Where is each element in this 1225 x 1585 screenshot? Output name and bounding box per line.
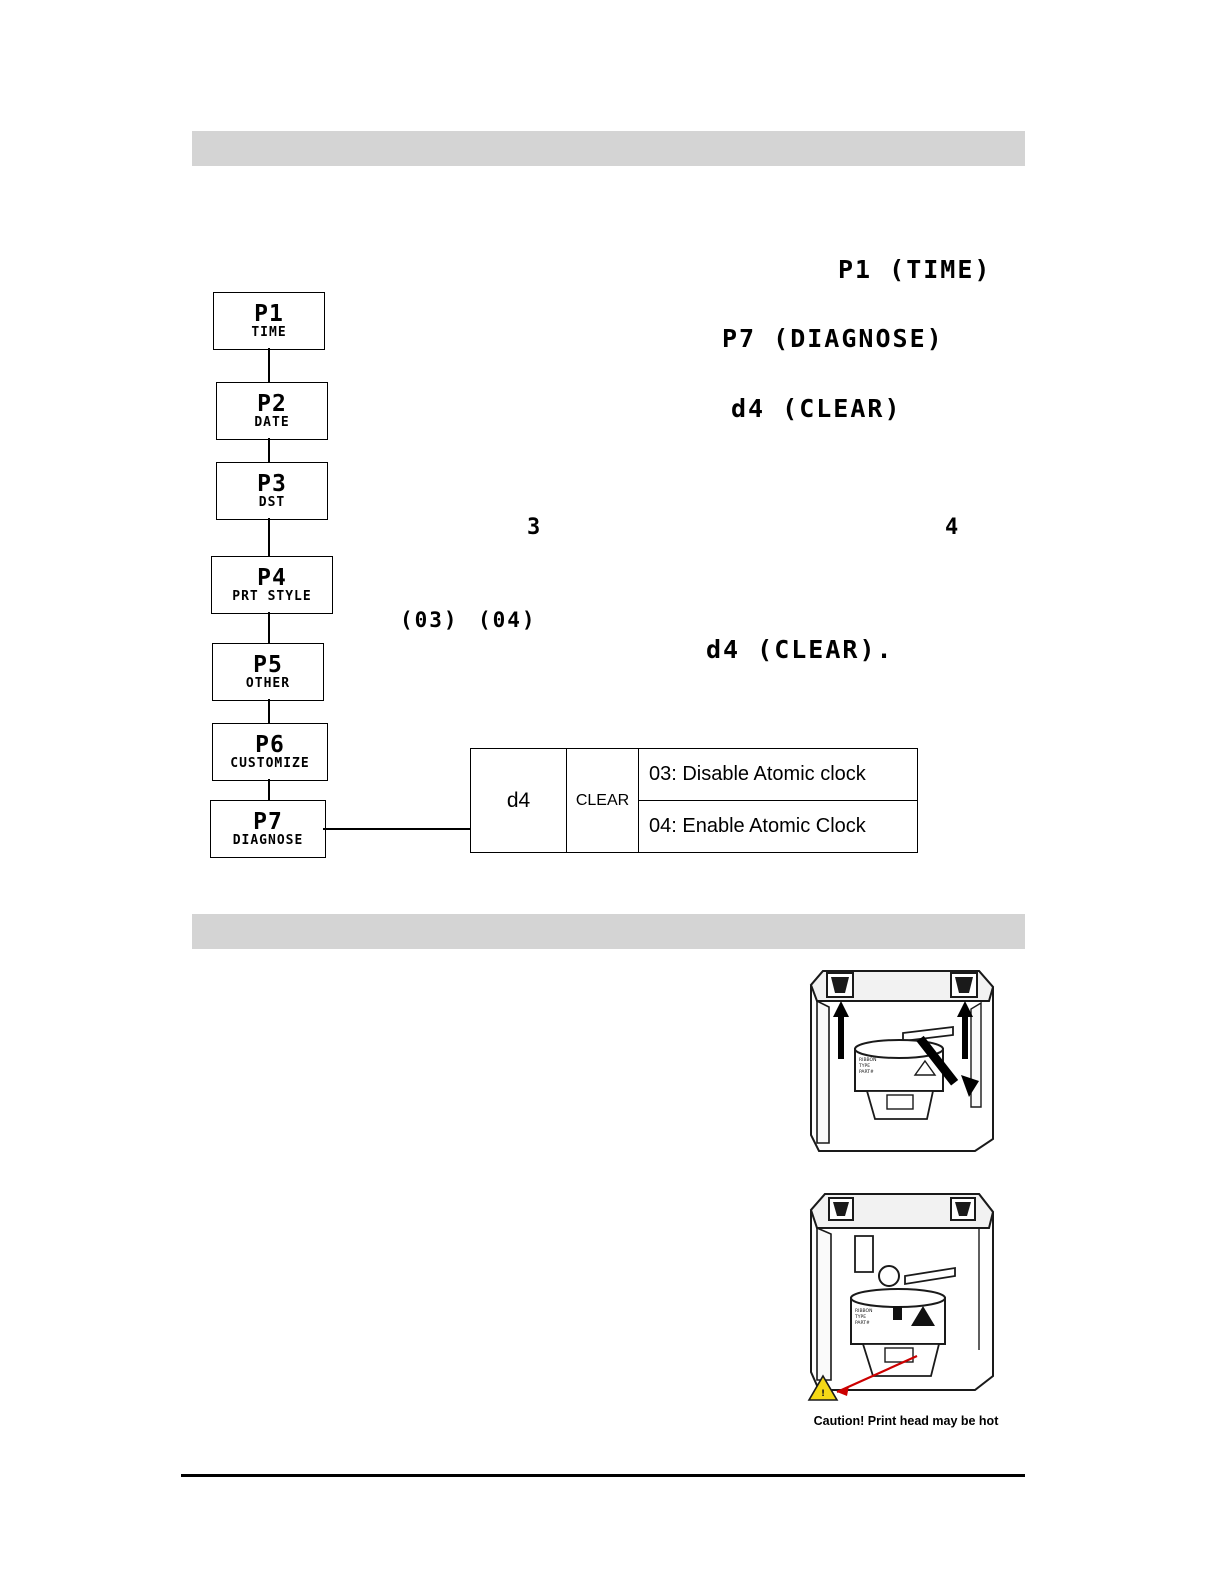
menu-box-p1-code: P1 xyxy=(254,301,284,328)
menu-box-p1 xyxy=(213,292,325,350)
menu-box-p3-code: P3 xyxy=(257,471,287,498)
upper-section-bar xyxy=(192,131,1025,166)
diagnose-table-option-04: 04: Enable Atomic Clock xyxy=(639,800,917,852)
menu-box-p1-label: TIME xyxy=(251,325,287,341)
menu-box-p2 xyxy=(216,382,328,440)
connector-p7-table xyxy=(323,828,471,830)
connector-p4-p5 xyxy=(268,612,270,643)
menu-box-p6-code: P6 xyxy=(255,732,285,759)
seg-label-three: 3 xyxy=(527,515,543,540)
diagnose-table-option-03: 03: Disable Atomic clock xyxy=(649,763,866,785)
menu-box-p2-label: DATE xyxy=(254,415,290,431)
connector-p3-p4 xyxy=(268,518,270,556)
seg-label-four: 4 xyxy=(945,515,961,540)
svg-text:TYPE: TYPE xyxy=(859,1064,871,1069)
lower-section-bar xyxy=(192,914,1025,949)
menu-box-p2-code: P2 xyxy=(257,391,287,418)
menu-box-p7-label: DIAGNOSE xyxy=(232,833,304,849)
svg-text:TYPE: TYPE xyxy=(855,1315,867,1320)
menu-box-p6 xyxy=(212,723,328,781)
menu-box-p5 xyxy=(212,643,324,701)
menu-box-p3 xyxy=(216,462,328,520)
diagnose-option-table xyxy=(470,748,918,853)
connector-p2-p3 xyxy=(268,438,270,462)
svg-text:RIBBON: RIBBON xyxy=(855,1309,873,1314)
menu-box-p7 xyxy=(210,800,326,858)
menu-box-p7-code: P7 xyxy=(253,809,283,836)
svg-text:PART#: PART# xyxy=(855,1321,870,1326)
connector-p6-p7 xyxy=(268,779,270,800)
caution-print-head-label: Caution! Print head may be hot xyxy=(813,1414,999,1428)
menu-box-p5-code: P5 xyxy=(253,652,283,679)
svg-text:RIBBON: RIBBON xyxy=(859,1058,877,1063)
menu-box-p4-label: PRT STYLE xyxy=(232,589,312,605)
connector-p1-p2 xyxy=(268,348,270,382)
svg-text:!: ! xyxy=(820,1389,826,1399)
printer-print-head-figure xyxy=(793,1180,1006,1420)
footer-divider xyxy=(181,1474,1025,1477)
menu-box-p4-code: P4 xyxy=(257,565,287,592)
svg-text:PART#: PART# xyxy=(859,1070,874,1075)
diagnose-table-clear: CLEAR xyxy=(567,749,639,852)
menu-box-p5-label: OTHER xyxy=(245,676,291,692)
menu-box-p4 xyxy=(211,556,333,614)
seg-label-code-04: (04) xyxy=(478,608,537,632)
seg-label-d4-clear-end: d4 (CLEAR). xyxy=(706,635,894,664)
seg-label-p7-diagnose: P7 (DIAGNOSE) xyxy=(722,324,944,353)
connector-p5-p6 xyxy=(268,699,270,723)
diagnose-table-code: d4 xyxy=(471,749,567,852)
menu-box-p3-label: DST xyxy=(258,495,286,511)
printer-cover-open-figure xyxy=(793,957,1006,1153)
menu-box-p6-label: CUSTOMIZE xyxy=(230,756,310,772)
seg-label-p1-time: P1 (TIME) xyxy=(838,255,992,284)
seg-label-code-03: (03) xyxy=(400,608,459,632)
seg-label-d4-clear: d4 (CLEAR) xyxy=(731,394,902,423)
